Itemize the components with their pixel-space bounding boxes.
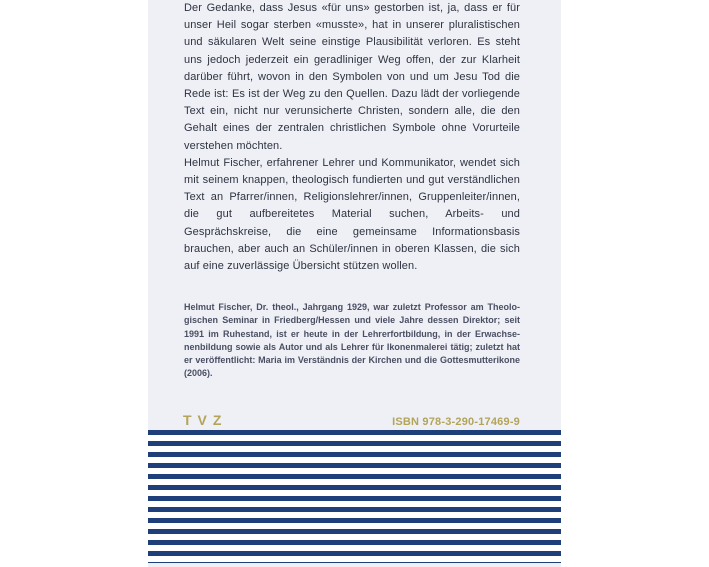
blurb-text — [184, 0, 520, 275]
blurb-paragraph-2: Helmut Fischer, erfahrener Lehrer und Kommunikator, wendet sich mit seinem knappen, theologisch fundierten und gut verständlichen Text an Pfarrer/innen, Religionslehrer/innen, Gruppenleiter/innen, die gut aufbereitetes Material suchen, Arbeits- und Gesprächskreise, die eine gemeinsame Informationsbasis brauchen, aber auch an Schüler/innen in oberen Klassen, die sich auf eine zuverlässige Übersicht stützen wollen. — [184, 156, 520, 273]
blurb-paragraph-1: Der Gedanke, dass Jesus «für uns» gestorben ist, ja, dass er für unser Heil sogar sterben «musste», hat in unserer pluralistischen und säkularen Welt seine einstige Plausibilität verloren. Es steht uns jedoch jederzeit ein geradliniger Weg offen, der zur Klarheit darüber führt, wovon in den Symbolen von und um Jesu Tod die Rede ist: Es ist der Weg zu den Quellen. Dazu lädt der vorliegende Text ein, nicht nur verunsicherte Christen, sondern alle, die den Gehalt eines der zentralen christlichen Symbole ohne Vorurteile verstehen möchten. — [184, 2, 520, 152]
striped-band — [148, 430, 561, 563]
author-bio: Helmut Fischer, Dr. theol., Jahrgang 1929, war zuletzt Professor am Theologischen Seminar in Friedberg/Hessen und viele Jahre dessen Direktor; seit 1991 im Ruhestand, ist er heute in der Lehrerfortbildung, in der Erwachsenenbildung sowie als Autor und als Lehrer für Ikonenmalerei tätig; zuletzt hat er veröffentlicht: Maria im Verständnis der Kirchen und die Gottesmutterikone (2006). — [184, 302, 520, 379]
isbn-label: ISBN 978-3-290-17469-9 — [392, 416, 520, 428]
publisher-logo: TVZ — [183, 412, 228, 428]
